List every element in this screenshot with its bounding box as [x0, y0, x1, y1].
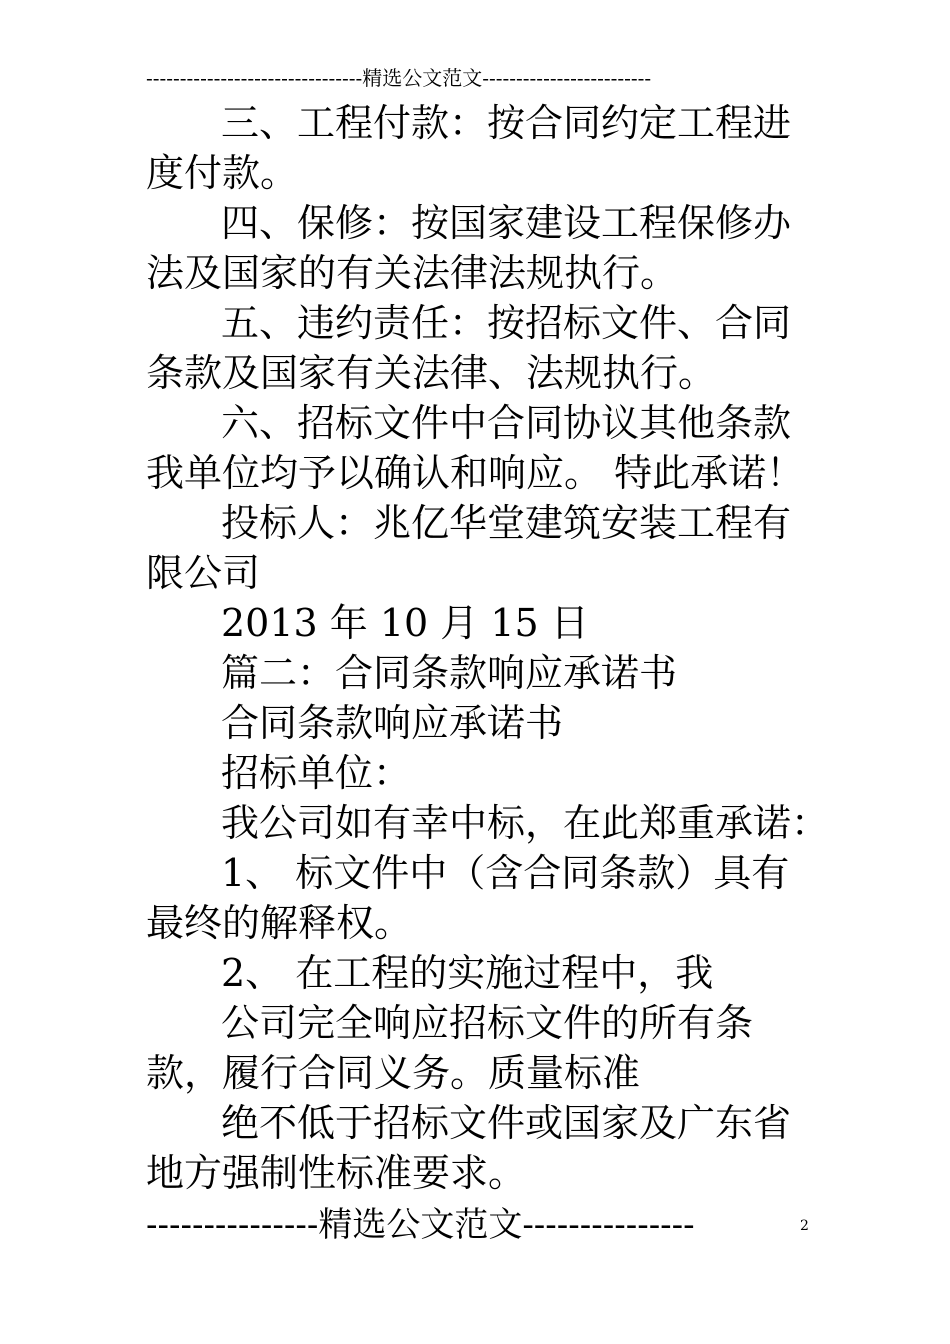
body-line: 1、 标文件中（含合同条款）具有: [221, 851, 790, 895]
body-line: 三、工程付款：按合同约定工程进: [221, 101, 792, 145]
body-line: 限公司: [146, 551, 261, 595]
body-line: 公司完全响应招标文件的所有条: [221, 1001, 754, 1045]
body-line: 地方强制性标准要求。: [146, 1151, 527, 1195]
body-line: 最终的解释权。: [146, 901, 413, 945]
body-line: 招标单位：: [221, 751, 412, 795]
body-line: 条款及国家有关法律、法规执行。: [146, 351, 717, 395]
body-line: 款，履行合同义务。质量标准: [146, 1051, 641, 1095]
section-heading: 篇二：合同条款响应承诺书: [221, 651, 678, 695]
body-line: 六、招标文件中合同协议其他条款: [221, 401, 792, 445]
body-line: 我公司如有幸中标，在此郑重承诺：: [221, 801, 830, 845]
body-line: 投标人：兆亿华堂建筑安装工程有: [221, 501, 792, 545]
body-line: 2、 在工程的实施过程中，我: [221, 951, 714, 995]
body-line: 度付款。: [146, 151, 299, 195]
page-number: 2: [800, 1218, 809, 1234]
body-line: 五、违约责任：按招标文件、合同: [221, 301, 792, 345]
page-footer: ---------------精选公文范文---------------: [146, 1205, 695, 1245]
page-header: --------------------------------精选公文范文-------------------------: [146, 66, 652, 90]
body-line: 法及国家的有关法律法规执行。: [146, 251, 679, 295]
body-line: 绝不低于招标文件或国家及广东省: [221, 1101, 792, 1145]
document-title: 合同条款响应承诺书: [221, 701, 564, 745]
date-line: 2013 年 10 月 15 日: [221, 601, 589, 645]
body-line: 我单位均予以确认和响应。 特此承诺！: [146, 451, 805, 495]
body-line: 四、保修：按国家建设工程保修办: [221, 201, 792, 245]
